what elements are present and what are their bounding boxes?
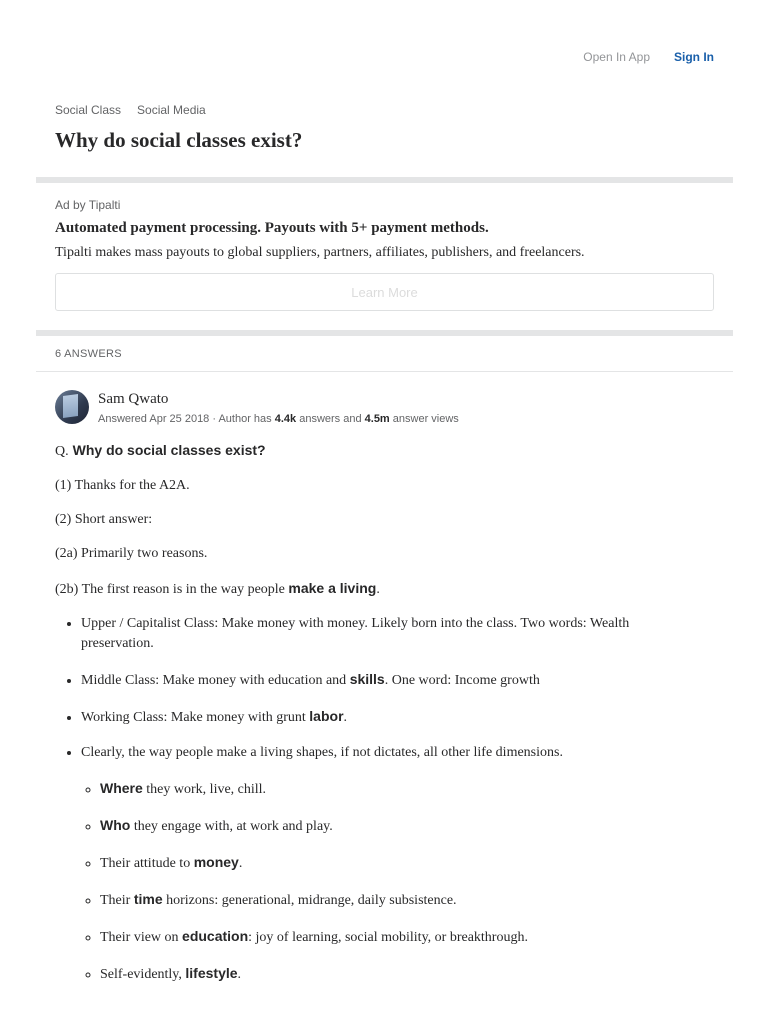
answer-paragraph: [55, 440, 695, 462]
s2-post: they engage with, at work and play.: [130, 819, 333, 834]
meta-prefix: Answered Apr 25 2018 · Author has: [98, 413, 275, 425]
p4-post: .: [376, 582, 380, 597]
list-item: [100, 889, 695, 911]
answer-paragraph: [55, 578, 695, 600]
b2-bold: skills: [349, 671, 385, 687]
top-nav: [583, 50, 714, 64]
section-divider: [36, 330, 733, 336]
b2-pre: Middle Class: Make money with education and: [81, 673, 350, 688]
b4-text: Clearly, the way people make a living shapes, if not dictates, all other life dimensions.: [81, 745, 563, 760]
s4-post: horizons: generational, midrange, daily subsistence.: [162, 893, 457, 908]
s6-bold: lifestyle: [185, 965, 238, 981]
s3-bold: money: [193, 854, 239, 870]
p4-bold: make a living: [288, 580, 377, 596]
s5-bold: education: [182, 928, 249, 944]
q-bold: Why do social classes exist?: [72, 442, 266, 458]
s3-post: .: [238, 856, 243, 871]
answer-author: [55, 390, 459, 425]
p4-pre: (2b) The first reason is in the way people: [55, 582, 289, 597]
ad-headline[interactable]: Automated payment processing. Payouts with 5+ payment methods.: [55, 220, 489, 236]
s1-bold: Where: [100, 780, 143, 796]
topic-tag-social-class[interactable]: Social Class: [55, 103, 122, 117]
b2-post: . One word: Income growth: [384, 673, 540, 688]
ad-block: [55, 198, 714, 311]
bullet-list: [55, 614, 695, 985]
list-item: [100, 926, 695, 948]
answer-paragraph: (1) Thanks for the A2A.: [55, 478, 190, 493]
author-meta: [98, 413, 459, 425]
section-divider: [36, 177, 733, 183]
s6-post: .: [237, 967, 242, 982]
s1-post: they work, live, chill.: [142, 782, 267, 797]
list-item: • Upper / Capitalist Class: Make money with money. Likely born into the class. Two words: Wealth preservation.: [81, 614, 695, 654]
question-title: Why do social classes exist?: [55, 128, 303, 152]
list-item: [81, 743, 695, 985]
b3-pre: Working Class: Make money with grunt: [81, 710, 310, 725]
q-prefix: Q.: [55, 444, 69, 459]
list-item: [100, 778, 695, 800]
open-in-app-link[interactable]: Open In App: [583, 50, 650, 64]
s5-post: : joy of learning, social mobility, or breakthrough.: [248, 930, 528, 945]
ad-label: Ad by Tipalti: [55, 198, 121, 212]
b3-post: .: [343, 710, 348, 725]
s5-pre: Their view on: [100, 930, 183, 945]
s4-pre: Their: [100, 893, 134, 908]
divider: [36, 371, 733, 372]
meta-suffix: answer views: [389, 413, 459, 425]
meta-mid: answers and: [296, 413, 365, 425]
sub-bullet-list: [81, 778, 695, 985]
list-item: [100, 815, 695, 837]
answers-number: 4.4k: [274, 413, 297, 425]
s6-pre: Self-evidently,: [100, 967, 186, 982]
list-item: [81, 706, 695, 728]
list-item: [100, 852, 695, 874]
author-name[interactable]: Sam Qwato: [98, 391, 169, 407]
answer-paragraph: (2a) Primarily two reasons.: [55, 546, 208, 561]
topic-tags: [55, 103, 206, 117]
s2-bold: Who: [100, 817, 131, 833]
s3-pre: Their attitude to: [100, 856, 194, 871]
topic-tag-social-media[interactable]: Social Media: [137, 103, 206, 117]
b3-bold: labor: [309, 708, 344, 724]
s4-bold: time: [133, 891, 163, 907]
learn-more-button[interactable]: Learn More: [55, 273, 714, 311]
list-item: [100, 963, 695, 985]
views-number: 4.5m: [364, 413, 390, 425]
list-item: [81, 669, 695, 691]
sign-in-link[interactable]: Sign In: [674, 50, 714, 64]
answers-count: 6 ANSWERS: [55, 348, 122, 360]
answer-content: [55, 440, 695, 1000]
answer-paragraph: (2) Short answer:: [55, 512, 153, 527]
avatar[interactable]: [55, 390, 89, 424]
ad-body: Tipalti makes mass payouts to global suppliers, partners, affiliates, publishers, and freelancers.: [55, 245, 585, 260]
